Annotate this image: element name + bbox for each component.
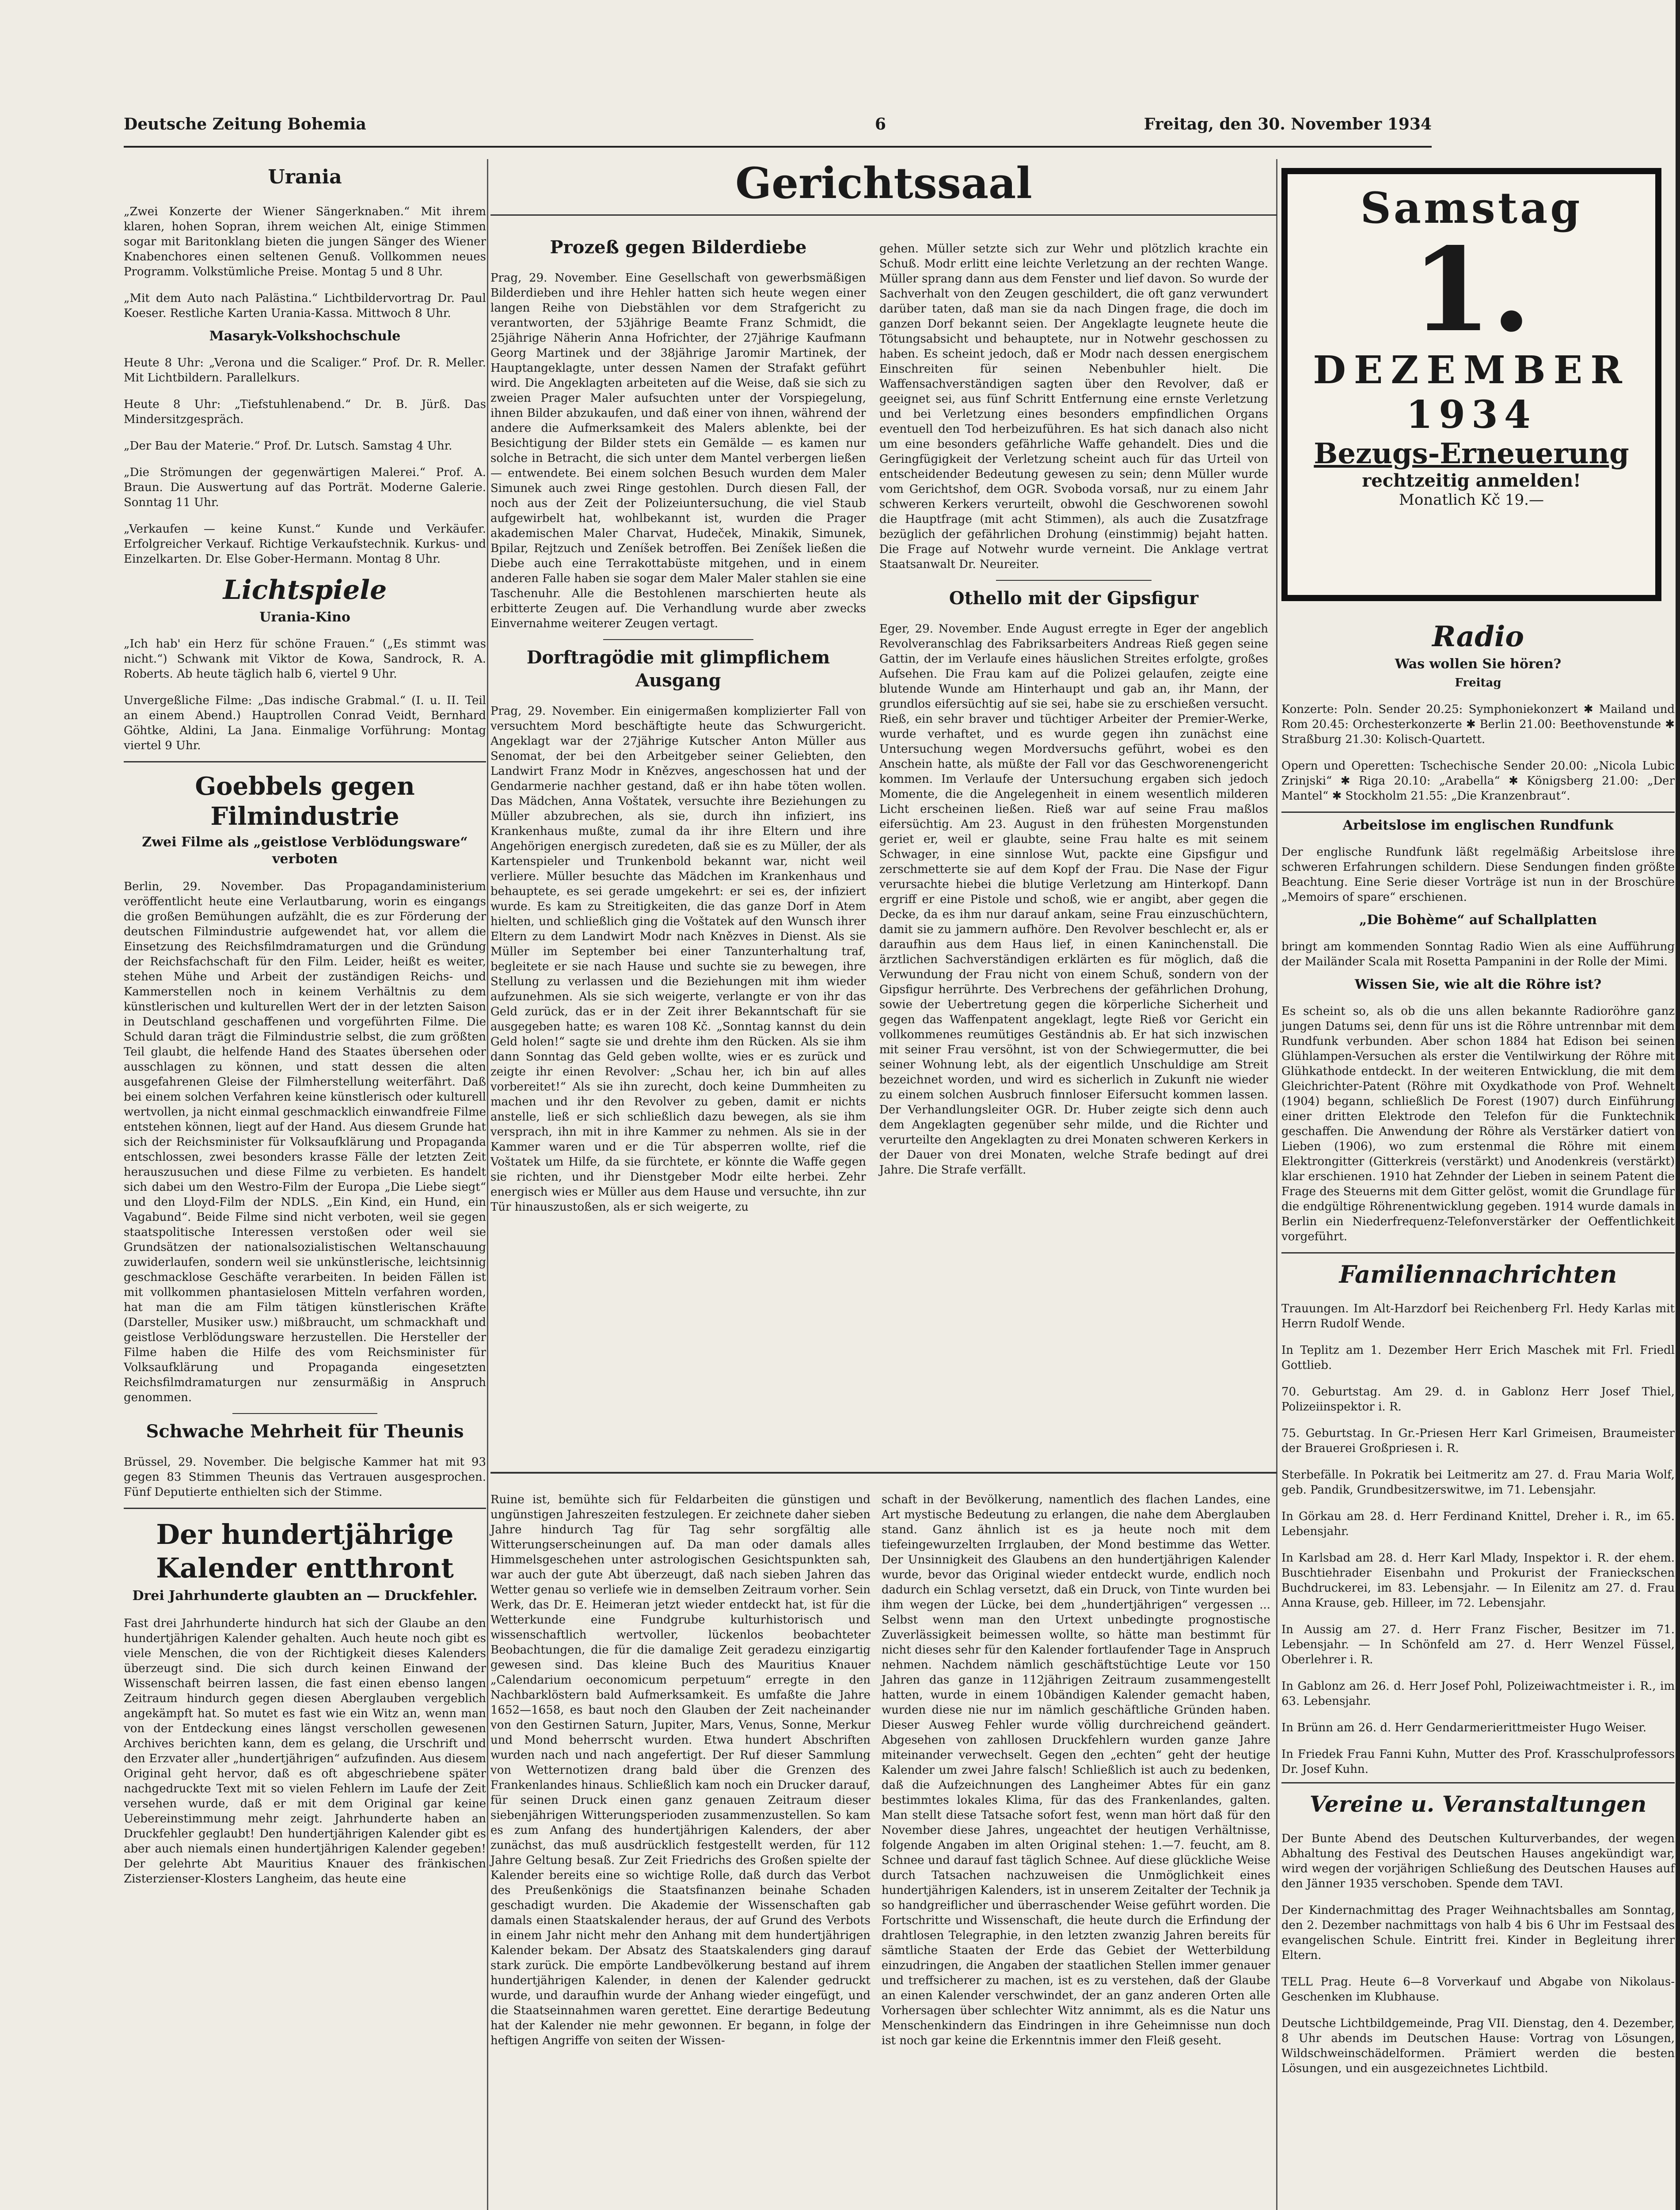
urania-kino-heading: Urania-Kino bbox=[259, 610, 350, 625]
family-notice: In Aussig am 27. d. Herr Franz Fischer, Besitzer im 71. Lebensjahr. — In Schönfeld am 27. d. Herr Wenzel Füssel, Oberlehrer i. R. bbox=[1281, 1623, 1675, 1666]
family-notice: In Görkau am 28. d. Herr Ferdinand Knittel, Dreher i. R., im 65. Lebensjahr. bbox=[1281, 1510, 1675, 1538]
masaryk-heading: Masaryk-Volkshochschule bbox=[209, 328, 401, 344]
radio-article-heading: „Die Bohème“ auf Schallplatten bbox=[1359, 912, 1597, 928]
masaryk-item: „Verkaufen — keine Kunst.“ Kunde und Verkäufer. Erfolgreicher Verkauf. Richtige Verkaufstechnik. Kurkus- und Einzelkarten. Dr. Else Gober-Hermann. Montag 8 Uhr. bbox=[124, 522, 486, 566]
masthead-rule bbox=[124, 146, 1432, 148]
masaryk-item: Heute 8 Uhr: „Tiefstuhlenabend.“ Dr. B. Jürß. Das Mindersitzgespräch. bbox=[124, 398, 486, 426]
kalender-subheadline: Drei Jahrhunderte glaubten an — Druckfehler. bbox=[132, 1588, 478, 1604]
kalender-continuation-2 bbox=[882, 1481, 1270, 2056]
kalender-headline: Der hundertjährige Kalender entthront bbox=[156, 1518, 454, 1584]
family-notice: Sterbefälle. In Pokratik bei Leitmeritz am 27. d. Frau Maria Wolf, geb. Pandik, Grundbesitzerswitwe, im 71. Lebensjahr. bbox=[1281, 1468, 1675, 1497]
goebbels-subheadline: Zwei Filme als „geistlose Verblödungsware“ verboten bbox=[142, 834, 468, 867]
family-notice: In Gablonz am 26. d. Herr Josef Pohl, Polizeiwachtmeister i. R., im 63. Lebensjahr. bbox=[1281, 1680, 1675, 1708]
event-notice: Deutsche Lichtbildgemeinde, Prag VII. Dienstag, den 4. Dezember, 8 Uhr abends im Deutschen Hause: Vortrag von Lösungen, Wildschweinschädelformen. Prämiert werden die besten Lösungen, und ein ausgezeichnetes Lichtbild. bbox=[1281, 2017, 1675, 2075]
column-right bbox=[1281, 619, 1675, 2079]
ad-price: Monatlich Kč 19.— bbox=[1399, 491, 1544, 509]
goebbels-headline: Goebbels gegen Filmindustrie bbox=[195, 772, 415, 831]
kino-item: Unvergeßliche Filme: „Das indische Grabmal.“ (I. u. II. Teil an einem Abend.) Hauptrollen Conrad Veidt, Bernhard Göhtke, Aldini, La Jana. Einmalige Vorführung: Montag viertel 9 Uhr. bbox=[124, 694, 486, 752]
gerichtssaal-left-column bbox=[490, 230, 866, 1223]
radio-day: Freitag bbox=[1455, 676, 1501, 690]
family-notice: In Friedek Frau Fanni Kuhn, Mutter des Prof. Krasschulprofessors Dr. Josef Kuhn. bbox=[1281, 1748, 1675, 1776]
radio-article: Der englische Rundfunk läßt regelmäßig Arbeitslose ihre schweren Erfahrungen schildern. Diese Sendungen finden größte Beachtung. Eine Serie dieser Vorträge ist nun in der Broschüre „Memoirs of spare“ erschienen. bbox=[1281, 846, 1675, 904]
kalender-continuation-1 bbox=[490, 1481, 870, 2056]
newspaper-name: Deutsche Zeitung Bohemia bbox=[124, 115, 366, 133]
lichtspiele-heading: Lichtspiele bbox=[223, 575, 387, 606]
family-notice: In Karlsbad am 28. d. Herr Karl Mlady, Inspektor i. R. der ehem. Buschtiehrader Eisenbahn und Prokurist der Franieckschen Buchdruckerei, im 83. Lebensjahr. — In Eilenitz am 27. d. Frau Anna Krause, geb. Hilleer, im 72. Lebensjahr. bbox=[1281, 1551, 1675, 1610]
dorftragoedie-article: Prag, 29. November. Ein einigermaßen komplizierter Fall von versuchtem Mord beschäftigte heute das Schwurgericht. Angeklagt war der 27jährige Kutscher Anton Müller aus Senomat, der bei den Arbeitgeber seiner Geliebten, den Landwirt Franz Modr in Knězves, angeschossen hat und der Gendarmerie nachher gestand, daß er ihn habe töten wollen. Das Mädchen, Anna Voštatek, versuchte ihre Beziehungen zu Müller abzubrechen, als sie, durch ihn infiziert, ins Krankenhaus mußte, zumal da ihr ihre Eltern und ihre Angehörigen energisch zuredeten, daß sie es zu Müller, der als Kartenspieler und Trunkenbold bekannt war, nicht weil verliere. Müller besuchte das Mädchen im Krankenhaus und behauptete, es sei gerade umgekehrt: er sei es, der infiziert wurde. Es kam zu Streitigkeiten, die das ganze Dorf in Atem hielten, und schließlich ging die Voštatek auf den Wunsch ihrer Eltern zu dem Landwirt Modr nach Knězves in Dienst. Als sie Müller im September bei einer Tanzunterhaltung traf, begleitete er sie nach Hause und suchte sie zu bewegen, ihre Stellung zu verlassen und die Beziehungen mit ihm wieder aufzunehmen. Als sie sich weigerte, verlangte er von ihr das Geld zurück, das er in der Zeit ihrer Bekanntschaft für sie ausgegeben hatte; es waren 108 Kč. „Sonntag kannst du dein Geld holen!“ sagte sie und drehte ihm den Rücken. Als sie ihm dann Sonntag das Geld geben wollte, wies er es zurück und zeigte ihr einen Revolver: „Schau her, ich bin auf alles vorbereitet!“ Als sie ihn zurecht, doch keine Dummheiten zu machen und ihr den Revolver zu geben, damit er nichts anstelle, ließ er sich schließlich dazu bewegen, als sie ihm versprach, ihn mit in ihre Kammer zu nehmen. Als sie in der Kammer waren und er die Tür absperren wollte, rief die Voštatek um Hilfe, da sie fürchtete, er könnte die Waffe gegen sie richten, und ihr Dienstgeber Modr eilte herbei. Zehr energisch wies er Müller aus dem Hause und versuchte, ihn zur Tür hinauszustoßen, als er sich weigerte, zu bbox=[490, 705, 866, 1214]
ad-renewal: Bezugs-Erneuerung bbox=[1314, 437, 1629, 470]
ad-date-number: 1. bbox=[1411, 223, 1532, 358]
family-notice: 70. Geburtstag. Am 29. d. in Gablonz Herr Josef Thiel, Polizeiinspektor i. R. bbox=[1281, 1385, 1675, 1414]
kalender-continuation-text: Ruine ist, bemühte sich für Feldarbeiten die günstigen und ungünstigen Jahreszeiten festzulegen. Er zeichnete daher sieben Jahre hindurch Tag für Tag sehr sorgfältig alle Witterungserscheinungen auf. Da man oder damals alles Himmelsgeschehen unter astrologischen Gesichtspunkten sah, war auch der gute Abt überzeugt, daß nach sieben Jahren das Wetter genau so verliefe wie in demselben Zeitraum vorher. Sein Werk, das Dr. E. Heimeran jetzt wieder entdeckt hat, ist für die Wetterkunde eine Fundgrube kulturhistorisch und wissenschaftlich wertvoller, lückenlos beobachteter Beobachtungen, die für die damalige Zeit geradezu einzigartig gewesen sind. Das kleine Buch des Mauritius Knauer „Calendarium oeconomicum perpetuum“ erregte in den Nachbarklöstern bald Aufmerksamkeit. Es umfaßte die Jahre 1652—1658, es baut noch den Glauben der Zeit nacheinander von den Gestirnen Saturn, Jupiter, Mars, Venus, Sonne, Merkur und Mond beherrscht wurden. Etwa hundert Abschriften wurden nach und nach angefertigt. Der Ruf dieser Sammlung von Wetternotizen drang bald über die Grenzen des Frankenlandes hinaus. Schließlich kam noch ein Drucker darauf, für seinen Druck einen ganz genauen Zeitraum dieser siebenjährigen Witterungsperioden zusammenzustellen. So kam es zum Anfang des hundertjährigen Kalenders, der aber zunächst, das muß ausdrücklich festgestellt werden, für 112 Jahre Geltung besaß. Zur Zeit Friedrichs des Großen spielte der Kalender bereits eine so wichtige Rolle, daß durch das Verbot des Preußenkönigs die Staatsfinanzen beinahe Schaden geschadigt wurden. Die Akademie der Wissenschaften gab damals einen Staatskalender heraus, der auf Grund des Verbots in einem Jahr nicht mehr den Anhang mit dem hundertjährigen Kalender bekam. Der Absatz des Staatskalenders ging darauf stark zurück. Die empörte Landbevölkerung bestand auf ihrem hundertjährigen Kalender, in denen der Kalender gedruckt wurde, und daraufhin wurde der Anhang wieder eingefügt, und die Staatseinnahmen waren gerettet. Eine derartige Bedeutung hat der Kalender nie mehr gewonnen. Er begann, in folge der heftigen Angriffe von seiten der Wissen- bbox=[490, 1493, 870, 2047]
event-notice: TELL Prag. Heute 6—8 Vorverkauf und Abgabe von Nikolaus-Geschenken im Klubhause. bbox=[1281, 1975, 1675, 2004]
bilderdiebe-article: Prag, 29. November. Eine Gesellschaft von gewerbsmäßigen Bilderdieben und ihre Hehler hatten sich heute wegen einer langen Reihe von Diebstählen vor dem Strafgericht zu verantworten, der 53jährige Beamte Franz Schmidt, die 25jährige Näherin Anna Hofrichter, der 27jährige Kaufmann Georg Martinek und der 38jährige Jaromir Martinek, der Hauptangeklagte, unter dessen Namen der Strafakt geführt wird. Die Angeklagten arbeiteten auf die Weise, daß sie sich zu zweien Prager Maler aufsuchten unter der Vorspiegelung, ihnen Bilder abzukaufen, und daß einer von ihnen, während der andere die Aufmerksamkeit des Malers ablenkte, bei der Besichtigung der Bilder stets ein Gemälde — es kamen nur solche in Betracht, die sich unter dem Mantel verbergen ließen — entwendete. Bei einem solchen Besuch wurden dem Maler Simunek auch zwei Ringe gestohlen. Durch diesen Fall, der noch aus der Zeit der Polizeiuntersuchung, die viel Staub aufgewirbelt hat, wohlbekannt ist, wurden die Prager akademischen Maler Charvat, Hudeček, Minakik, Simunek, Bpilar, Rejtzuch und Zeníšek betroffen. Bei Zeníšek ließen die Diebe auch eine Terrakottabüste mitgehen, und in einem anderen Falle haben sie sogar dem Maler Maler stahlen sie eine Taschenuhr. Alle die Bestohlenen marschierten heute als erbitterte Zeugen auf. Die Verhandlung wurde aber zwecks Einvernahme weiterer Zeugen vertagt. bbox=[490, 271, 866, 630]
kino-item: „Ich hab' ein Herz für schöne Frauen.“ („Es stimmt was nicht.“) Schwank mit Viktor de Kowa, Sandrock, R. A. Roberts. Ab heute täglich halb 6, viertel 9 Uhr. bbox=[124, 637, 486, 681]
theunis-headline: Schwache Mehrheit für Theunis bbox=[146, 1421, 464, 1442]
page-edge bbox=[1676, 0, 1680, 2210]
radio-article-heading: Arbeitslose im englischen Rundfunk bbox=[1342, 818, 1614, 833]
event-notice: Der Bunte Abend des Deutschen Kulturverbandes, der wegen Abhaltung des Festival des Deutschen Hauses angekündigt war, wird wegen der vorjährigen Schließung des Deutschen Hauses auf den Jänner 1935 verschoben. Spende dem TAVI. bbox=[1281, 1832, 1675, 1890]
ad-note: rechtzeitig anmelden! bbox=[1362, 470, 1581, 491]
family-notice: 75. Geburtstag. In Gr.-Priesen Herr Karl Grimeisen, Braumeister der Brauerei Großpriesen i. R. bbox=[1281, 1427, 1675, 1455]
theunis-article: Brüssel, 29. November. Die belgische Kammer hat mit 93 gegen 83 Stimmen Theunis das Vertrauen ausgesprochen. Fünf Deputierte enthielten sich der Stimme. bbox=[124, 1456, 486, 1499]
goebbels-article: Berlin, 29. November. Das Propagandaministerium veröffentlicht heute eine Verlautbarung, worin es eingangs die großen Bemühungen aufzählt, die es zur Förderung der deutschen Filmindustrie aufgewendet hat, vor allem die Einsetzung des Reichsfilmdramaturgen und die Gründung der Reichsfachschaft für den Film. Leider, heißt es weiter, stehen Mühe und Arbeit der zuständigen Reichs- und Kammerstellen noch in keinem Verhältnis zu dem künstlerischen und kulturellen Wert der in der letzten Saison in Deutschland geschaffenen und vorgeführten Filme. Die Schuld daran trägt die Filmindustrie selbst, die zum größten Teil glaubt, die helfende Hand des Staates übersehen oder ausschlagen zu können, und statt dessen die alten ausgefahrenen Gleise der Filmherstellung weiterfährt. Daß bei einem solchen Verfahren keine künstlerisch oder kulturell wertvollen, ja nicht einmal geschmacklich einwandfreie Filme entstehen können, liegt auf der Hand. Aus diesem Grunde hat sich der Reichsminister für Volksaufklärung und Propaganda entschlossen, zwei besonders krasse Fälle der letzten Zeit herauszusuchen und diese Filme zu verbieten. Es handelt sich dabei um den Westro-Film der Europa „Die Liebe siegt“ und den Lloyd-Film der NDLS. „Ein Kind, ein Hund, ein Vagabund“. Beide Filme sind nicht verboten, weil sie gegen staatspolitische Interessen verstoßen oder weil sie Grundsätzen der nationalsozialistischen Weltanschauung zuwiderlaufen, sondern weil sie unkünstlerische, leichtsinnig geschmacklose Geschäfte verarbeiten. In beiden Fällen ist mit vollkommen phantasielosen Mitteln verfahren worden, hat man die am Film tätigen künstlerischen Kräfte (Darsteller, Musiker usw.) mißbraucht, um schmackhaft und geistlose Verblödungsware herzustellen. Die Hersteller der Filme haben die Hilfe des vom Reichsminister für Volksaufklärung und Propaganda eingesetzten Reichsfilmdramaturgen nur zensurmäßig in Anspruch genommen. bbox=[124, 880, 486, 1404]
family-notice: Trauungen. Im Alt-Harzdorf bei Reichenberg Frl. Hedy Karlas mit Herrn Rudolf Wende. bbox=[1281, 1302, 1675, 1330]
radio-article-heading: Wissen Sie, wie alt die Röhre ist? bbox=[1354, 977, 1602, 992]
ad-year: 1934 bbox=[1406, 392, 1537, 437]
urania-heading: Urania bbox=[268, 166, 342, 188]
section-rule bbox=[1281, 1782, 1675, 1783]
radio-article: bringt am kommenden Sonntag Radio Wien als eine Aufführung der Mailänder Scala mit Rosetta Pampanini in der Rolle der Mimi. bbox=[1281, 940, 1675, 968]
section-rule bbox=[1281, 812, 1675, 813]
ad-day: Samstag bbox=[1360, 183, 1583, 233]
event-notice: Der Kindernachmittag des Prager Weihnachtsballes am Sonntag, den 2. Dezember nachmittags von halb 4 bis 6 Uhr im Festsaal des evangelischen Schule. Eintritt frei. Kinder in Begleitung ihrer Eltern. bbox=[1281, 1904, 1675, 1962]
kalender-continuation-text: schaft in der Bevölkerung, namentlich des flachen Landes, eine Art mystische Bedeutung zu erlangen, die nahe dem Aberglauben stand. Ganz ähnlich ist es ja heute noch mit dem tiefeingewurzelten Irrglauben, der Mond bestimme das Wetter. Der Unsinnigkeit des Glaubens an den hundertjährigen Kalender wurde, bevor das Original wieder entdeckt wurde, endlich noch dadurch ein Schlag versetzt, daß ein Druck, von Tinte wurden bei ihm wegen der Lücke, bei dem „hundertjährigen“ vergessen ... Selbst wenn man den Urtext unbedingte prognostische Zuverlässigkeit beimessen wollte, so hätte man bestimmt für nicht dieses sehr für den Kalender fortlaufender Tage in Anspruch nehmen. Nachdem nämlich geschäftstüchtige Leute vor 150 Jahren das ganze in 112jährigen Zeitraum zusammengestellt hatten, wurde in einem 10bändigen Kalender gemacht haben, wurden diese nie nur im nämlich geschäftliche Gründen haben. Dieser Ausweg Fehler wurde völlig durchreichend geändert. Abgesehen von zahllosen Druckfehlern wurden ganze Jahre miteinander verwechselt. Gegen den „echten“ geht der heutige Kalender um zwei Jahre falsch! Schließlich ist auch zu bedenken, daß die Aufzeichnungen des Langheimer Abtes für ein ganz bestimmtes lokales Klima, für das des Frankenlandes, galten. Man stellt diese Tatsache sofort fest, wenn man hört daß für den November diese Jahres, ungeachtet der heutigen Verhältnisse, folgende Angaben im alten Original stehen: 1.—7. feucht, am 8. Schnee und darauf fast täglich Schnee. Auf diese glückliche Weise durch Tatsachen nachzuweisen die Unmöglichkeit eines hundertjährigen Kalenders, ist in unserem Zeitalter der Technik ja so handgreiflicher und überraschender Weise geführt worden. Die Fortschritte und Wissenschaft, die heute durch die Erfindung der drahtlosen Telegraphie, in den letzten zwanzig Jahren bereits für sämtliche Staaten der Erde das Gebiet der Wetterbildung einzudringen, die Angaben der staatlichen Stellen immer genauer und treffsicherer zu machen, ist es zu verstehen, daß der Glaube an einen Kalender verschwindet, der an ganz anderen Orten alle Vorhersagen über schlechter Witz annimmt, als es die Natur uns Menschenkindern das Eindringen in ihre Geheimnisse nun doch ist noch gar keine die Erkenntnis immer den Fleiß geseht. bbox=[882, 1493, 1270, 2047]
article-rule bbox=[232, 1413, 377, 1414]
radio-subheading: Was wollen Sie hören? bbox=[1395, 656, 1562, 672]
column-left bbox=[124, 159, 486, 1894]
dorftragoedie-continuation: gehen. Müller setzte sich zur Wehr und plötzlich krachte ein Schuß. Modr erlitt eine leichte Verletzung an der rechten Wange. Müller sprang dann aus dem Fenster und lief davon. So wurde der Sachverhalt von den Zeugen geschildert, die oft ganz verwundert darüber taten, daß man sie da nach Dingen frage, die doch im ganzen Dorf bekannt seien. Der Angeklagte leugnete heute die Tötungsabsicht und behauptete, nur in Notwehr geschossen zu haben. Es scheint jedoch, daß er Modr nach dessen energischem Einschreiten für seinen Nebenbuhler hielt. Die Waffensachverständigen sagten über den Revolver, daß er geeignet sei, aus fünf Schritt Entfernung eine ernste Verletzung und bei Verletzung eines besonders empfindlichen Organs eventuell den Tod herbeizuführen. Es hat sich danach also nicht um eine besonders gefährliche Waffe gehandelt. Dies und die Geringfügigkeit der Verletzung scheint auch für das Urteil von entscheidender Bedeutung gewesen zu sein; denn Müller wurde vom Gerichtshof, dem OGR. Svoboda vorsaß, nur zu einem Jahr schweren Kerkers verurteilt, obwohl die Geschworenen sowohl die Hauptfrage (mit acht Stimmen), als auch die Zusatzfrage bezüglich der gefährlichen Drohung (einstimmig) bejaht hatten. Die Frage auf Notwehr wurde verneint. Die Anklage vertrat Staatsanwalt Dr. Neureiter. bbox=[879, 242, 1268, 571]
masaryk-item: Heute 8 Uhr: „Verona und die Scaliger.“ Prof. Dr. R. Meller. Mit Lichtbildern. Parallelkurs. bbox=[124, 356, 486, 385]
urania-item: „Zwei Konzerte der Wiener Sängerknaben.“ Mit ihrem klaren, hohen Sopran, ihrem weichen Alt, einige Stimmen sogar mit Baritonklang bieten die jungen Sänger des Wiener Knabenchores einen seltenen Genuß. Vollkommen neues Programm. Volkstümliche Preise. Montag 5 und 8 Uhr. bbox=[124, 205, 486, 278]
section-rule bbox=[124, 1508, 486, 1509]
vereine-heading: Vereine u. Veranstaltungen bbox=[1309, 1791, 1647, 1817]
section-rule bbox=[124, 761, 486, 762]
gerichtssaal-right-column bbox=[879, 230, 1268, 1185]
familien-heading: Familiennachrichten bbox=[1339, 1260, 1617, 1288]
family-notice: In Brünn am 26. d. Herr Gendarmerierittmeister Hugo Weiser. bbox=[1281, 1721, 1647, 1734]
subscription-ad bbox=[1281, 168, 1661, 601]
radio-heading: Radio bbox=[1432, 620, 1524, 653]
section-rule bbox=[1281, 1252, 1675, 1254]
lower-section-rule bbox=[490, 1472, 1277, 1474]
gerichtssaal-banner: Gerichtssaal bbox=[490, 152, 1277, 216]
radio-item: Konzerte: Poln. Sender 20.25: Symphoniekonzert ✱ Mailand und Rom 20.45: Orchesterkonzerte ✱ Berlin 21.00: Beethovenstunde ✱ Straßburg 21.30: Kolisch-Quartett. bbox=[1281, 703, 1675, 746]
othello-article: Eger, 29. November. Ende August erregte in Eger der angeblich Revolveranschlag des Fabriksarbeiters Andreas Rieß gegen seine Gattin, der im Verlaufe eines häuslichen Streites erfolgte, großes Aufsehen. Die Frau kam auf die Polizei gelaufen, zeigte eine blutende Wunde am Hinterhaupt und gab an, ihr Mann, der grundlos eifersüchtig auf sie sei, habe sie zu erschießen versucht. Rieß, ein sehr braver und tüchtiger Arbeiter der Premier-Werke, wurde verhaftet, und es wurde gegen ihn zunächst eine Untersuchung wegen Mordversuchs geführt, wobei es den Anschein hatte, als müßte der Fall vor das Geschworenengericht kommen. Im Verlaufe der Untersuchung ergaben sich jedoch Momente, die die Angelegenheit in einem wesentlich milderen Licht erscheinen ließen. Rieß war auf seine Frau maßlos eifersüchtig. Am 23. August in den frühesten Morgenstunden geriet er, weil er glaubte, seine Frau halte es mit seinem Schwager, in eine sinnlose Wut, packte eine Gipsfigur und zerschmetterte sie auf dem Kopf der Frau. Die Nase der Figur verursachte hiebei die blutige Verletzung am Hinterkopf. Dann ergriff er eine Pistole und schoß, wie er angibt, aber gegen die Decke, da es ihm nur darauf ankam, seine Frau einzuschüchtern, damit sie zu jammern aufhöre. Den Revolver beschlecht er, als er daraufhin aus dem Haus lief, in einen Kaninchenstall. Die ärztlichen Sachverständigen erklärten es für möglich, daß die Verwundung der Frau nicht von einem Schuß, sondern von der Gipsfigur herrührte. Des Verbrechens der gefährlichen Drohung, sowie der Uebertretung gegen die körperliche Sicherheit und gegen das Waffenpatent angeklagt, legte Rieß vor Gericht ein vollkommenes reumütiges Geständnis ab. Er hat sich inzwischen mit seiner Frau versöhnt, ist von der Schwiegermutter, die bei seiner Wohnung lebt, als der eigentlich Unschuldige am Streit bezeichnet worden, und wird es sicherlich in Zukunft nie wieder zu einem solchen Ausbruch finnloser Eifersucht kommen lassen. Der Verhandlungsleiter OGR. Dr. Huber zeigte sich denn auch dem Angeklagten gegenüber sehr milde, und die Richter und verurteilte den Angeklagten zu drei Monaten schweren Kerkers in der Dauer von drei Monaten, welche Strafe bedingt auf drei Jahre. Die Strafe verfällt. bbox=[879, 622, 1268, 1177]
masaryk-item: „Der Bau der Materie.“ Prof. Dr. Lutsch. Samstag 4 Uhr. bbox=[124, 439, 452, 453]
ad-month: DEZEMBER bbox=[1313, 348, 1630, 392]
radio-item: Opern und Operetten: Tschechische Sender 20.00: „Nicola Lubic Zrinjski“ ✱ Riga 20.10: „Arabella“ ✱ Königsberg 21.00: „Der Mantel“ ✱ Stockholm 21.55: „Die Kranzenbraut“. bbox=[1281, 759, 1675, 803]
column-divider bbox=[1276, 159, 1277, 2210]
family-notice: In Teplitz am 1. Dezember Herr Erich Maschek mit Frl. Friedl Gottlieb. bbox=[1281, 1344, 1675, 1372]
article-rule bbox=[603, 639, 753, 640]
page-number: 6 bbox=[875, 115, 886, 133]
urania-item: „Mit dem Auto nach Palästina.“ Lichtbildervortrag Dr. Paul Koeser. Restliche Karten Urania-Kassa. Mittwoch 8 Uhr. bbox=[124, 292, 486, 320]
issue-date: Freitag, den 30. November 1934 bbox=[1144, 115, 1432, 133]
kalender-article: Fast drei Jahrhunderte hindurch hat sich der Glaube an den hundertjährigen Kalender gehalten. Auch heute noch gibt es viele Menschen, die von der Richtigkeit dieses Kalenders überzeugt sind. Die sich durch keinen Einwand der Wissenschaft beirren lassen, die fast einen ebenso langen Zeitraum hindurch gegen diesen Aberglauben vergeblich angekämpft hat. So mutet es fast wie ein Witz an, wenn man von der Entdeckung eines längst verschollen gewesenen Archives berichten kann, dem es gelang, die Urschrift und den Erzvater aller „hundertjährigen“ aufzufinden. Aus diesem Original geht hervor, daß es oft abgeschriebene später nachgedruckte Text mit so vielen Fehlern im Laufe der Zeit versehen wurde, daß er mit dem Original gar keine Uebereinstimmung mehr zeigt. Jahrhunderte haben an Druckfehler geglaubt! Den hundertjährigen Kalender gibt es aber auch niemals einen hundertjährigen Kalender gegeben! Der gelehrte Abt Mauritius Knauer des fränkischen Zisterzienser-Klosters Langheim, das heute eine bbox=[124, 1617, 486, 1886]
article-rule bbox=[996, 580, 1152, 581]
masthead bbox=[124, 115, 1432, 146]
bilderdiebe-headline: Prozeß gegen Bilderdiebe bbox=[550, 237, 807, 258]
othello-headline: Othello mit der Gipsfigur bbox=[949, 588, 1199, 609]
radio-article: Es scheint so, als ob die uns allen bekannte Radioröhre ganz jungen Datums sei, denn für uns ist die Röhre untrennbar mit dem Rundfunk verbunden. Aber schon 1884 hat Edison bei seinen Glühlampen-Versuchen als erster die Ventilwirkung der Röhre mit Glühkathode entdeckt. In der weiteren Entwicklung, die mit dem Gleichrichter-Patent (Röhre mit Oxydkathode von Prof. Wehnelt (1904) begann, schließlich De Forest (1907) durch Einführung einer dritten Elektrode den Telefon für die Funktechnik geschaffen. Die Anwendung der Röhre als Verstärker datiert von Lieben (1906), wo zum erstenmal die Röhre mit einem Elektrongitter (Gitterkreis (verstärkt) und Anodenkreis (verstärkt) klar erschienen. 1910 hat Zehnder der Lieben in seinem Patent die Frage des Steuerns mit dem Gitter gelöst, womit die Grundlage für die endgültige Röhrenentwicklung gegeben. 1914 wurde damals in Berlin ein Niederfrequenz-Telefonverstärker der Oeffentlichkeit vorgeführt. bbox=[1281, 1005, 1675, 1243]
column-divider bbox=[487, 159, 488, 2210]
masaryk-item: „Die Strömungen der gegenwärtigen Malerei.“ Prof. A. Braun. Die Auswertung auf das Porträt. Moderne Galerie. Sonntag 11 Uhr. bbox=[124, 466, 486, 509]
dorftragoedie-headline: Dorftragödie mit glimpflichem Ausgang bbox=[526, 647, 830, 691]
